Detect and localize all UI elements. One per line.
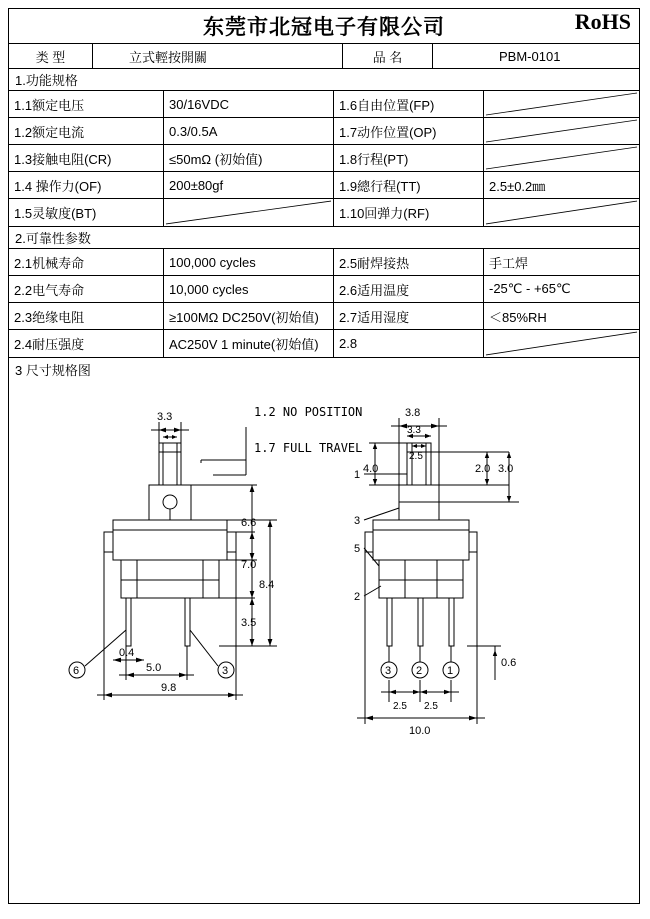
spec-label: 2.3绝缘电阻 [9, 303, 164, 329]
empty-slash-icon [484, 330, 639, 357]
empty-slash-icon [164, 199, 333, 226]
spec-value [484, 91, 639, 117]
spec-value: 10,000 cycles [164, 276, 334, 302]
callout-6: 6 [73, 665, 80, 677]
functional-spec-table [9, 91, 639, 227]
spec-label: 1.3接触电阻(CR) [9, 145, 164, 171]
pin-callout-3: 3 [385, 665, 392, 677]
section-reliability: 2.可靠性参数 [9, 227, 639, 249]
pin-callout-2: 2 [416, 665, 423, 677]
table-row [9, 249, 639, 276]
spec-label: 1.4 操作力(OF) [9, 172, 164, 198]
spec-label: 1.5灵敏度(BT) [9, 199, 164, 226]
dim-left-3-5: 3.5 [241, 617, 257, 629]
dim-pitch-2-5-b: 2.5 [424, 701, 438, 712]
spec-value: -25℃ - +65℃ [489, 281, 571, 296]
spec-label: 1.7动作位置(OP) [334, 118, 484, 144]
type-value: 立式輕按開關 [93, 44, 343, 68]
spec-label: 2.5耐焊接热 [334, 249, 484, 275]
spec-label: 2.8 [334, 330, 484, 357]
table-row [9, 118, 639, 145]
type-row [9, 44, 639, 69]
spec-value [164, 199, 334, 226]
product-name-value: PBM-0101 [499, 48, 561, 64]
table-row [9, 276, 639, 303]
section-dimension: 3 尺寸规格图 [15, 362, 91, 378]
spec-label: 2.4耐压强度 [9, 330, 164, 357]
callout-3-right: 3 [354, 515, 361, 527]
spec-value: ＜85%RH [489, 309, 547, 325]
spec-label: 1.6自由位置(FP) [334, 91, 484, 117]
spec-value: 0.3/0.5A [164, 118, 334, 144]
callout-5: 5 [354, 543, 361, 555]
dim-right-3-8: 3.8 [405, 407, 421, 419]
spec-label: 1.8行程(PT) [334, 145, 484, 171]
spec-label: 1.2额定电流 [9, 118, 164, 144]
empty-slash-icon [484, 145, 639, 171]
pin-callout-1: 1 [447, 665, 454, 677]
empty-slash-icon [484, 91, 639, 117]
table-row [9, 330, 639, 357]
spec-value [484, 145, 639, 171]
dim-pitch-2-5-a: 2.5 [393, 701, 407, 712]
empty-slash-icon [484, 199, 639, 226]
dim-left-3-3: 3.3 [157, 411, 173, 423]
table-row [9, 145, 639, 172]
callout-2: 2 [354, 591, 361, 603]
spec-label: 2.2电气寿命 [9, 276, 164, 302]
dim-right-3-3: 3.3 [407, 425, 421, 436]
header [9, 9, 639, 44]
dim-left-8-4: 8.4 [259, 579, 275, 591]
reliability-table [9, 249, 639, 358]
spec-label: 2.7适用湿度 [334, 303, 484, 329]
empty-slash-icon [484, 118, 639, 144]
spec-label: 1.10回弹力(RF) [334, 199, 484, 226]
product-name-label: 品 名 [343, 44, 433, 68]
spec-value [484, 330, 639, 357]
rohs-badge: RoHS [574, 9, 631, 34]
dimension-drawing [9, 380, 639, 910]
callout-3: 3 [222, 665, 229, 677]
dim-left-7-0: 7.0 [241, 559, 257, 571]
drawing-svg [9, 380, 639, 910]
table-row [9, 199, 639, 226]
spec-value [484, 199, 639, 226]
spec-value: 2.5±0.2㎜ [489, 178, 546, 194]
spec-value: 手工焊 [489, 255, 529, 271]
dim-right-2-5: 2.5 [409, 451, 423, 462]
type-label: 类 型 [9, 44, 93, 68]
dim-9-8: 9.8 [161, 682, 177, 694]
dim-right-2-0: 2.0 [475, 463, 491, 475]
page-frame [8, 8, 640, 904]
dim-right-4-0: 4.0 [363, 463, 379, 475]
spec-label: 1.1额定电压 [9, 91, 164, 117]
spec-value [484, 118, 639, 144]
spec-label: 1.9總行程(TT) [334, 172, 484, 198]
table-row [9, 303, 639, 330]
spec-value: 200±80gf [164, 172, 334, 198]
spec-value: ≤50mΩ (初始值) [164, 145, 334, 171]
company-title: 东莞市北冠电子有限公司 [203, 15, 445, 39]
spec-value: 30/16VDC [164, 91, 334, 117]
section-functional-spec: 1.功能规格 [9, 69, 639, 91]
spec-label: 2.1机械寿命 [9, 249, 164, 275]
dim-0-6: 0.6 [501, 657, 517, 669]
spec-value: ≥100MΩ DC250V(初始值) [164, 303, 334, 329]
dim-left-6-6: 6.6 [241, 517, 257, 529]
spec-label: 2.6适用温度 [334, 276, 484, 302]
callout-1: 1 [354, 469, 361, 481]
note-full-travel: 1.7 FULL TRAVEL [254, 441, 363, 455]
dim-10-0: 10.0 [409, 725, 431, 737]
table-row [9, 91, 639, 118]
dim-0-4: 0.4 [119, 647, 135, 659]
spec-value: 100,000 cycles [164, 249, 334, 275]
dim-5-0: 5.0 [146, 662, 162, 674]
table-row [9, 172, 639, 199]
spec-value: AC250V 1 minute(初始值) [164, 330, 334, 357]
note-no-position: 1.2 NO POSITION [254, 405, 363, 419]
dim-right-3-0: 3.0 [498, 463, 514, 475]
